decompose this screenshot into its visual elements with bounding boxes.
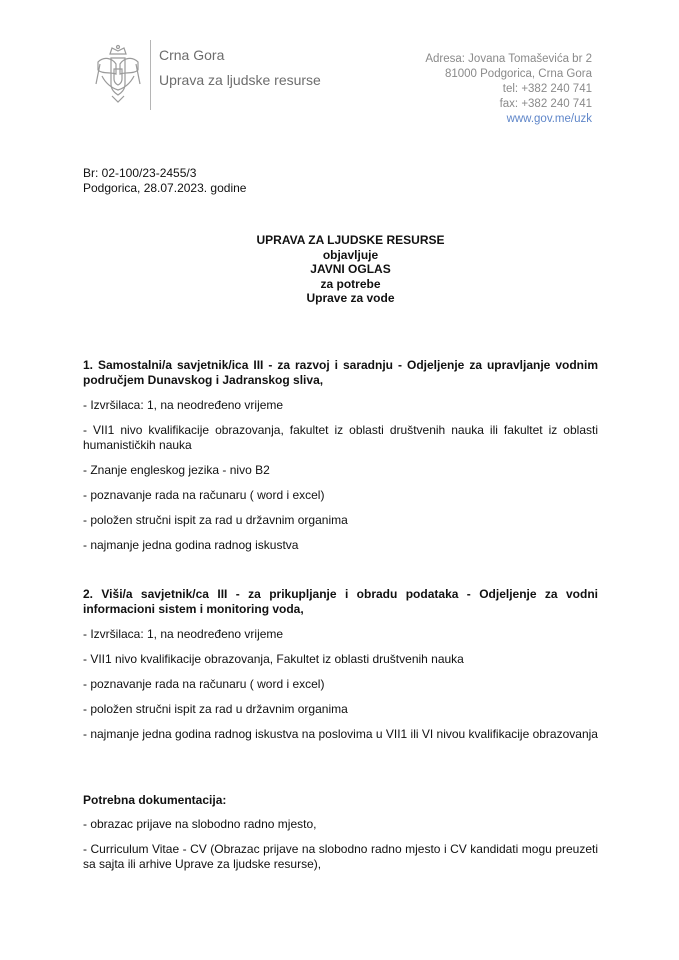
- reference-block: [83, 166, 246, 196]
- org-name: Uprava za ljudske resurse: [159, 72, 321, 88]
- position-1-item: - VII1 nivo kvalifikacije obrazovanja, fakultet iz oblasti društvenih nauka ili fakultet iz oblasti humanističkih nauka: [83, 423, 598, 452]
- title-line-4: za potrebe: [320, 276, 381, 291]
- website-link[interactable]: www.gov.me/uzk: [506, 113, 592, 125]
- documentation-item: - Curriculum Vitae - CV (Obrazac prijave na slobodno radno mjesto i CV kandidati mogu preuzeti sa sajta ili arhive Uprave za ljudske resurse),: [83, 842, 598, 871]
- position-1-item: - Znanje engleskog jezika - nivo B2: [83, 463, 270, 477]
- position-1-item: - najmanje jedna godina radnog iskustva: [83, 538, 299, 552]
- title-line-5: Uprave za vode: [306, 291, 395, 305]
- position-1-item: - poznavanje rada na računaru ( word i excel): [83, 488, 325, 502]
- documentation-heading: Potrebna dokumentacija:: [83, 793, 227, 807]
- position-2-item: - položen stručni ispit za rad u državnim organima: [83, 702, 348, 716]
- title-block: [0, 233, 679, 306]
- position-1-heading: 1. Samostalni/a savjetnik/ica III - za razvoj i saradnju - Odjeljenje za upravljanje vodnim područjem Dunavskog i Jadranskog sliva,: [83, 358, 598, 387]
- coat-of-arms-logo: [92, 44, 144, 104]
- title-line-1: UPRAVA ZA LJUDSKE RESURSE: [256, 233, 445, 247]
- reference-date: Podgorica, 28.07.2023. godine: [83, 181, 247, 195]
- reference-number: Br: 02-100/23-2455/3: [83, 166, 197, 180]
- fax-line: fax: +382 240 741: [499, 98, 592, 110]
- documentation-item: - obrazac prijave na slobodno radno mjesto,: [83, 817, 317, 831]
- position-2-item: - Izvršilaca: 1, na neodređeno vrijeme: [83, 627, 284, 641]
- city-line: 81000 Podgorica, Crna Gora: [444, 68, 592, 80]
- position-2-item: - najmanje jedna godina radnog iskustva na poslovima u VII1 ili VI nivou kvalifikacije obrazovanja: [83, 727, 598, 741]
- org-country: Crna Gora: [159, 47, 225, 63]
- position-2-item: - VII1 nivo kvalifikacije obrazovanja, Fakultet iz oblasti društvenih nauka: [83, 652, 464, 666]
- title-line-2: objavljuje: [322, 247, 379, 262]
- address-line: Adresa: Jovana Tomaševića br 2: [425, 53, 592, 65]
- position-1-item: - položen stručni ispit za rad u državnim organima: [83, 513, 348, 527]
- position-1-item: - Izvršilaca: 1, na neodređeno vrijeme: [83, 398, 284, 412]
- position-2-item: - poznavanje rada na računaru ( word i excel): [83, 677, 325, 691]
- position-2-heading: 2. Viši/a savjetnik/ca III - za prikupljanje i obradu podataka - Odjeljenje za vodni informacioni sistem i monitoring voda,: [83, 587, 598, 616]
- contact-block: [425, 52, 592, 127]
- title-line-3: JAVNI OGLAS: [310, 262, 391, 276]
- header-divider: [150, 40, 151, 110]
- tel-line: tel: +382 240 741: [502, 83, 592, 95]
